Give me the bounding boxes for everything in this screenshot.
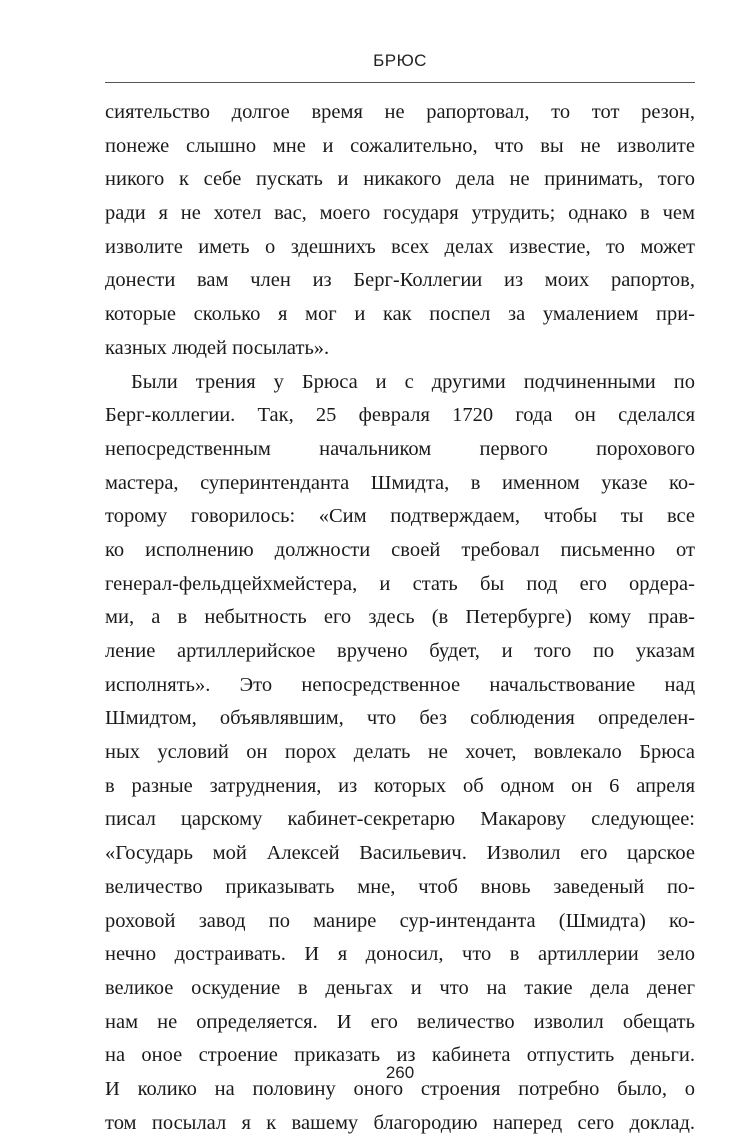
text-line: И колико на половину оного строения потребно было, о (105, 1077, 695, 1100)
text-line: нечно достраивать. И я доносил, что в артиллерии зело (105, 943, 695, 966)
text-line: исполнять». Это непосредственное начальствование над (105, 673, 695, 696)
text-line: великое оскудение в деньгах и что на такие дела денег (105, 976, 695, 999)
text-line: ми, а в небытность его здесь (в Петербурге) кому прав- (105, 606, 695, 629)
text-line: «Государь мой Алексей Васильевич. Изволил его царское (105, 842, 695, 865)
text-line: том посылал я к вашему благородию наперед сего доклад. (105, 1111, 695, 1134)
running-title: БРЮС (373, 51, 427, 70)
text-line: казных людей посылать». (105, 336, 330, 359)
text-line: величество приказывать мне, чтоб вновь заведеный по- (105, 875, 695, 898)
text-line: в разные затруднения, из которых об одном он 6 апреля (105, 774, 695, 797)
text-line: ление артиллерийское вручено будет, и того по указам (105, 640, 695, 662)
text-line: донести вам член из Берг-Коллегии из моих рапортов, (105, 269, 695, 292)
text-line: на оное строение приказать из кабинета отпустить деньги. (105, 1044, 695, 1067)
text-line: непосредственным начальником первого порохового (105, 437, 695, 460)
text-line: генерал-фельдцейхмейстера, и стать бы под его ордера- (105, 572, 695, 595)
text-line: Шмидтом, объявлявшим, что без соблюдения определен- (105, 707, 695, 730)
text-line: торому говорилось: «Сим подтверждаем, чтобы ты все (105, 505, 695, 528)
paragraph (105, 366, 695, 1141)
text-line: мастера, суперинтенданта Шмидта, в именном указе ко- (105, 471, 695, 494)
text-line: ных условий он порох делать не хочет, вовлекало Брюса (105, 741, 695, 764)
text-line: писал царскому кабинет-секретарю Макарову следующее: (105, 808, 695, 831)
text-body (105, 96, 695, 1140)
text-line: Были трения у Брюса и с другими подчиненными по (131, 370, 695, 393)
page-number: 260 (385, 1063, 415, 1082)
text-line: которые сколько я мог и как поспел за умалением при- (105, 303, 695, 326)
text-line: Берг-коллегии. Так, 25 февраля 1720 года он сделался (105, 404, 695, 427)
paragraph (105, 96, 695, 366)
text-line: никого к себе пускать и никакого дела не принимать, того (105, 168, 695, 191)
text-line: нам не определяется. И его величество изволил обещать (105, 1010, 695, 1033)
text-line: понеже слышно мне и сожалительно, что вы не изволите (105, 134, 695, 157)
text-line: ради я не хотел вас, моего государя утрудить; однако в чем (105, 202, 695, 225)
text-line: ко исполнению должности своей требовал письменно от (105, 538, 695, 561)
text-line: изволите иметь о здешнихъ всех делах известие, то может (105, 235, 695, 258)
header-rule (105, 82, 695, 83)
text-line: сиятельство долгое время не рапортовал, то тот резон, (105, 101, 695, 123)
text-line: роховой завод по манире сур-интенданта (Шмидта) ко- (105, 909, 695, 932)
